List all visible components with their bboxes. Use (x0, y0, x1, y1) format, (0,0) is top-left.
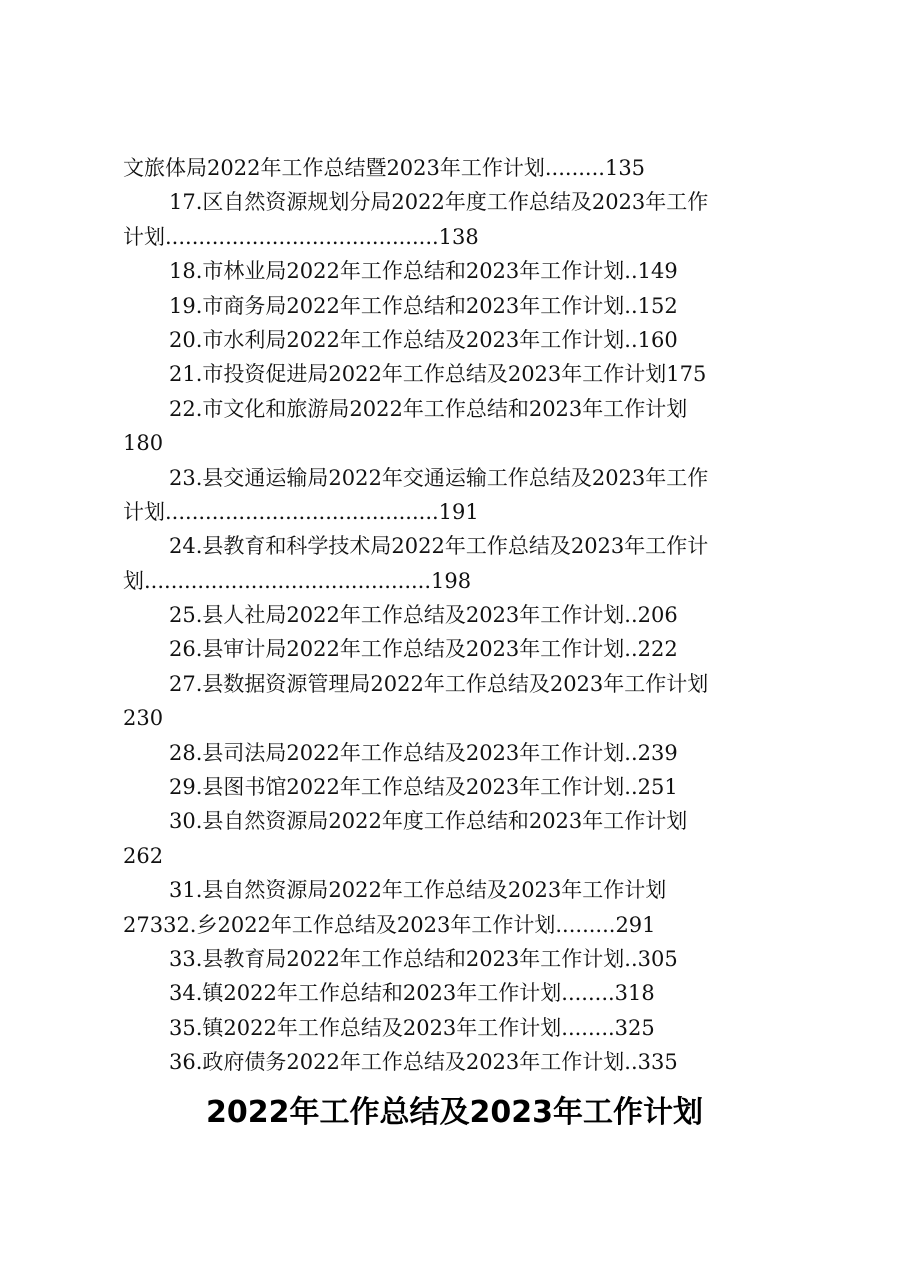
toc-line: 33.县教育局2022年工作总结和2023年工作计划..305 (169, 946, 678, 971)
toc-line: 25.县人社局2022年工作总结及2023年工作计划..206 (169, 603, 678, 628)
toc-line: 180 (123, 431, 164, 456)
toc-line: 35.镇2022年工作总结及2023年工作计划........325 (169, 1015, 655, 1040)
toc-line: 计划.........................................138 (123, 224, 479, 249)
toc-line: 36.政府债务2022年工作总结及2023年工作计划..335 (169, 1050, 678, 1075)
toc-line: 21.市投资促进局2022年工作总结及2023年工作计划175 (169, 362, 707, 387)
toc-line: 划...........................................198 (123, 568, 472, 593)
toc-line: 19.市商务局2022年工作总结和2023年工作计划..152 (169, 293, 678, 318)
toc-line: 30.县自然资源局2022年度工作总结和2023年工作计划 (169, 809, 688, 834)
toc-line: 文旅体局2022年工作总结暨2023年工作计划.........135 (123, 156, 646, 180)
toc-line: 27332.乡2022年工作总结及2023年工作计划.........291 (123, 912, 656, 937)
toc-line: 26.县审计局2022年工作总结及2023年工作计划..222 (169, 637, 678, 662)
toc-line: 18.市林业局2022年工作总结和2023年工作计划..149 (169, 259, 678, 284)
table-of-contents (123, 151, 799, 1080)
toc-line: 230 (123, 706, 164, 731)
document-title: 2022年工作总结及2023年工作计划 (206, 1095, 703, 1130)
toc-line: 34.镇2022年工作总结和2023年工作计划........318 (169, 981, 655, 1006)
toc-line: 计划.........................................191 (123, 499, 479, 524)
toc-line: 262 (123, 843, 164, 868)
toc-line: 29.县图书馆2022年工作总结及2023年工作计划..251 (169, 775, 678, 800)
toc-line: 22.市文化和旅游局2022年工作总结和2023年工作计划 (169, 396, 688, 421)
toc-line: 28.县司法局2022年工作总结及2023年工作计划..239 (169, 740, 678, 765)
toc-line: 27.县数据资源管理局2022年工作总结及2023年工作计划 (169, 671, 709, 696)
toc-line: 24.县教育和科学技术局2022年工作总结及2023年工作计 (169, 534, 709, 559)
toc-line: 20.市水利局2022年工作总结及2023年工作计划..160 (169, 327, 678, 352)
toc-line: 17.区自然资源规划分局2022年度工作总结及2023年工作 (169, 190, 709, 215)
toc-line: 31.县自然资源局2022年工作总结及2023年工作计划 (169, 878, 667, 903)
toc-line: 23.县交通运输局2022年交通运输工作总结及2023年工作 (169, 465, 709, 490)
